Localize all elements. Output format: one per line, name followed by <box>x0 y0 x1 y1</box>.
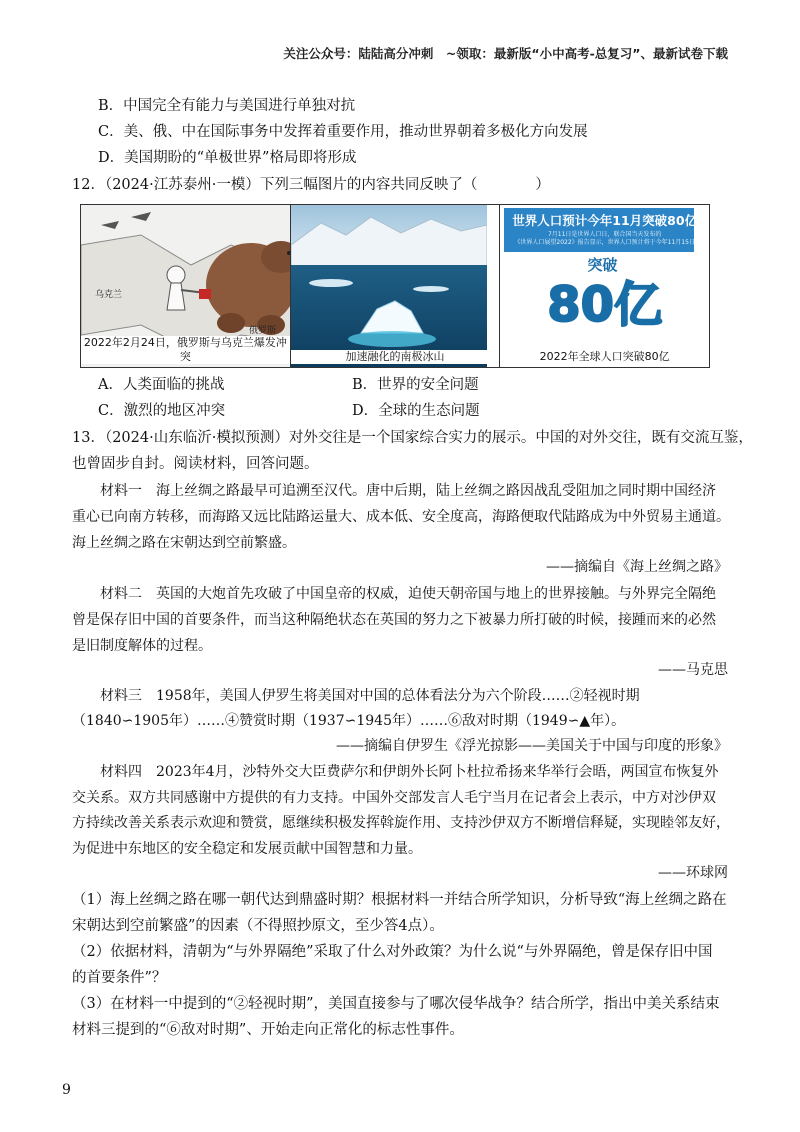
page-header: 关注公众号：陆陆高分冲刺 ~领取：最新版“小中高考-总复习”、最新试卷下载 <box>283 46 728 61</box>
iceberg-photo-illustration <box>291 205 487 367</box>
map-label-ukraine: 乌克兰 <box>95 290 123 300</box>
q12-option-d: D．全球的生态问题 <box>352 403 480 419</box>
poster-title: 世界人口预计今年11月突破80亿 <box>512 213 698 228</box>
q13-stem-line2: 也曾固步自封。阅读材料，回答问题。 <box>72 456 319 472</box>
map-label-russia: 俄罗斯 <box>249 326 277 336</box>
caption-conflict: 2022年2月24日，俄罗斯与乌克兰爆发冲突 <box>81 336 290 364</box>
q12-option-a: A．人类面临的挑战 <box>98 377 225 393</box>
q12-figure <box>80 204 710 368</box>
poster-big-number: 80亿 <box>547 277 663 333</box>
q13-sub1-line1: （1）海上丝绸之路在哪一朝代达到鼎盛时期？根据材料一并结合所学知识，分析导致“海上丝绸之路在 <box>72 892 727 908</box>
material1-line3: 海上丝绸之路在宋朝达到空前繁盛。 <box>72 535 296 551</box>
q13-sub3-line1: （3）在材料一中提到的“②轻视时期”，美国直接参与了哪次侵华战争？结合所学，指出中美关系结束 <box>72 996 720 1012</box>
q13-sub2-line1: （2）依据材料，清朝为“与外界隔绝”采取了什么对外政策？为什么说“与外界隔绝，曾是保存旧中国 <box>72 944 713 960</box>
q11-option-d: D．美国期盼的“单极世界”格局即将形成 <box>98 150 357 166</box>
material1-line1: 材料一 海上丝绸之路最早可追溯至汉代。唐中后期，陆上丝绸之路因战乱受阻加之同时期中国经济 <box>100 483 716 499</box>
page-number: 9 <box>62 1082 71 1098</box>
material3-source: ——摘编自伊罗生《浮光掠影——美国关于中国与印度的形象》 <box>336 738 728 754</box>
poster-subtext-line2: 《世界人口展望2022》报告显示，世界人口预计将于今年11月15日 <box>514 239 695 246</box>
material2-line1: 材料二 英国的大炮首先攻破了中国皇帝的权威，迫使天朝帝国与地上的世界接触。与外界完全隔绝 <box>100 586 716 602</box>
material4-line1: 材料四 2023年4月，沙特外交大臣费萨尔和伊朗外长阿卜杜拉希扬来华举行会晤，两国宣布恢复外 <box>100 764 719 780</box>
q13-sub2-line2: 的首要条件”？ <box>72 970 167 986</box>
q11-option-b: B．中国完全有能力与美国进行单独对抗 <box>98 98 356 114</box>
q12-option-b: B．世界的安全问题 <box>352 377 479 393</box>
material3-line2: （1840∽1905年）……④赞赏时期（1937∽1945年）……⑥敌对时期（1949∽▲年）。 <box>72 713 626 729</box>
material1-line2: 重心已向南方转移，而海路又远比陆路运量大、成本低、安全度高，海路便取代陆路成为中外贸易主通道。 <box>72 509 730 525</box>
material4-source: ——环球网 <box>658 865 728 881</box>
material4-line4: 为促进中东地区的安全稳定和发展贡献中国智慧和力量。 <box>72 841 422 857</box>
caption-population: 2022年全球人口突破80亿 <box>500 350 709 364</box>
cartoon-panel <box>81 205 291 367</box>
material4-line2: 交关系。双方共同感谢中方提供的有力支持。中国外交部发言人毛宁当月在记者会上表示，中方对沙伊双 <box>72 790 716 806</box>
q11-option-c: C．美、俄、中在国际事务中发挥着重要作用，推动世界朝着多极化方向发展 <box>98 124 588 140</box>
poster-subtext <box>508 231 701 247</box>
q13-stem-line1: 13．（2024·山东临沂·模拟预测）对外交往是一个国家综合实力的展示。中国的对外交往，既有交流互鉴， <box>72 430 753 446</box>
material1-source: ——摘编自《海上丝绸之路》 <box>546 559 728 575</box>
material4-line3: 方持续改善关系表示欢迎和赞赏，愿继续积极发挥斡旋作用、支持沙伊双方不断增信释疑，实现睦邻友好， <box>72 815 730 831</box>
population-poster-panel <box>500 205 709 367</box>
material2-source: ——马克思 <box>658 662 728 678</box>
q12-stem: 12．（2024·江苏泰州·一模）下列三幅图片的内容共同反映了（ ） <box>72 177 550 193</box>
poster-break-label: 突破 <box>570 255 634 275</box>
q13-sub1-line2: 宋朝达到空前繁盛”的因素（不得照抄原文，至少答4点）。 <box>72 918 444 934</box>
q13-sub3-line2: 材料三提到的“⑥敌对时期”、开始走向正常化的标志性事件。 <box>72 1022 464 1038</box>
material2-line3: 是旧制度解体的过程。 <box>72 638 212 654</box>
material3-line1: 材料三 1958年，美国人伊罗生将美国对中国的总体看法分为六个阶段……②轻视时期 <box>100 688 640 704</box>
caption-iceberg: 加速融化的南极冰山 <box>291 350 500 364</box>
iceberg-panel <box>291 205 501 367</box>
q12-option-c: C．激烈的地区冲突 <box>98 403 226 419</box>
poster-subtext-line1: 7月11日是世界人口日，联合国当天发布的 <box>547 231 662 238</box>
material2-line2: 曾是保存旧中国的首要条件，而当这种隔绝状态在英国的努力之下被暴力所打破的时候，接踵而来的必然 <box>72 612 716 628</box>
